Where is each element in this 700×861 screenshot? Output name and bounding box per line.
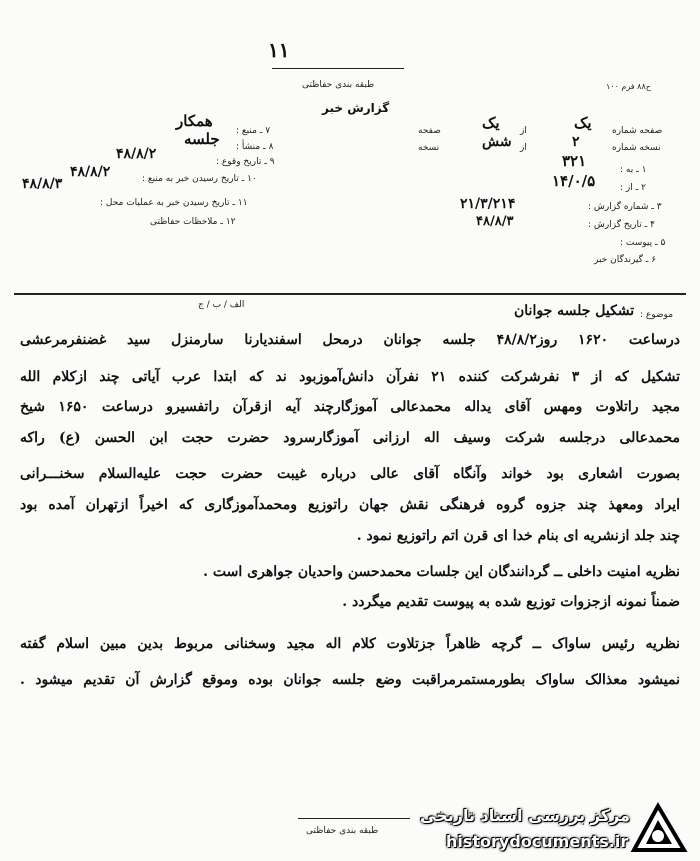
date-occur-value: ۴۸/۸/۲ bbox=[116, 146, 157, 162]
body-line: ضمناً نمونه ازجزوات توزیع شده به پیوست تقدیم میگردد . bbox=[342, 594, 680, 610]
body-line: نظریه امنیت داخلی ــ گردانندگان این جلسات محمدحسن واحدیان جواهری است . bbox=[203, 564, 680, 580]
page-of-label: از bbox=[520, 126, 527, 136]
header-divider bbox=[14, 293, 686, 295]
source-value: همکار bbox=[176, 112, 213, 130]
classification-top: طبقه بندی حفاظتی bbox=[302, 80, 375, 90]
body-line: مجید راتلاوت ومهس آقای یداله محمدعالی آموزگارچند آیه ازقرآن راتفسیرو درساعت ۱۶۵۰ شیخ bbox=[20, 399, 681, 415]
date-ops-label: ۱۱ ـ تاریخ رسیدن خبر به عملیات محل : bbox=[100, 198, 248, 208]
page-label: صفحه شماره bbox=[612, 126, 663, 136]
top-rule bbox=[272, 68, 404, 69]
page-unit: صفحه bbox=[418, 126, 441, 136]
body-line: محمدعالی درجلسه شرکت وسیف اله ارزانی آموزگارسرود حضرت حجت ابن الحسن (ع) راکه bbox=[20, 430, 680, 446]
origin-label: ۸ ـ منشأ : bbox=[236, 142, 274, 152]
date-receive-value: ۴۸/۸/۲ bbox=[70, 164, 111, 180]
recipients-label: ۶ ـ گیرندگان خبر bbox=[594, 255, 657, 265]
watermark-url: historydocuments.ir bbox=[446, 832, 629, 851]
subject-label: موضوع : bbox=[640, 310, 674, 320]
report-date-label: ۴ ـ تاریخ گزارش : bbox=[588, 220, 655, 230]
body-line: تشکیل که از ۳ نفرشرکت کننده ۲۱ نفرآن دانش‌آموزبود ند که ابتدا عرب آیاتی چند ازکلام الله bbox=[20, 369, 680, 385]
bottom-rule bbox=[298, 818, 410, 819]
copy-label: نسخه شماره bbox=[612, 143, 661, 153]
body-line: نظریه رئیس ساواک ــ گرچه ظاهراً جزتلاوت کلام اله مجید وسخنانی مربوط بدین مبین اسلام گفته bbox=[20, 636, 680, 652]
classification-bottom: طبقه بندی حفاظتی bbox=[306, 826, 379, 836]
attachment-label: ۵ ـ پیوست : bbox=[620, 238, 666, 248]
from-value: ۱۴/۰/۵ bbox=[552, 172, 596, 190]
source-label: ۷ ـ منبع : bbox=[236, 126, 271, 136]
copy-unit: نسخه bbox=[418, 143, 440, 153]
body-line: بصورت اشعاری بود خواند وآنگاه آقای عالی درباره غیبت حضرت حجت علیه‌السلام سخنـــرانی bbox=[20, 466, 680, 482]
body-line: نمیشود معذالک ساواک بطورمستمرمراقبت وضع جلسه جوانان بوده وموقع گزارش آن تقدیم میشود . bbox=[20, 672, 680, 688]
page-value: یک bbox=[574, 114, 592, 132]
report-date-value: ۴۸/۸/۳ bbox=[476, 214, 514, 229]
origin-value: جلسه bbox=[184, 130, 220, 148]
report-no-label: ۳ ـ شماره گزارش : bbox=[588, 202, 662, 212]
copy-of-value: شش bbox=[482, 134, 512, 150]
page-of-value: یک bbox=[482, 114, 500, 132]
body-line: چند جلد ازنشریه ای بنام خدا ای قرن اتم راتوزیع نمود . bbox=[356, 528, 680, 544]
date-occur-label: ۹ ـ تاریخ وقوع : bbox=[216, 157, 275, 167]
classification-class: الف / ب / ج bbox=[198, 300, 245, 310]
body-line: ایراد ومعهذ چند جزوه گروه فرهنگی نقش جهان راتوزیع ومحمدآموزگاری که اخیراً ازتهران آمده بود bbox=[20, 497, 680, 513]
notes-label: ۱۲ ـ ملاحظات حفاظتی bbox=[150, 217, 236, 227]
handwritten-mark: ۱۱ bbox=[268, 38, 290, 62]
copy-of-label: از bbox=[520, 143, 527, 153]
archive-logo-icon bbox=[628, 800, 690, 856]
date-receive-label: ۱۰ ـ تاریخ رسیدن خبر به منبع : bbox=[142, 174, 257, 184]
to-value: ۳۲۱ bbox=[562, 152, 587, 170]
subject-value: تشکیل جلسه جوانان bbox=[514, 303, 635, 319]
from-label: ۲ ـ از : bbox=[620, 183, 646, 193]
copy-value: ۲ bbox=[572, 134, 580, 150]
report-no-value: ۲۱/۳/۲۱۴ bbox=[460, 196, 516, 212]
form-code: ح۸۸ فرم ۱۰۰ bbox=[606, 82, 651, 91]
report-title: گزارش خبر bbox=[322, 101, 390, 115]
watermark-title: مرکز بررسی اسناد تاریخی bbox=[420, 806, 630, 825]
to-label: ۱ ـ به : bbox=[620, 165, 647, 175]
body-line: درساعت ۱۶۲۰ روز۴۸/۸/۲ جلسه جوانان درمحل اسفندیارنا سارمنزل سید غضنفرمرعشی bbox=[20, 332, 681, 348]
date-ops-value: ۴۸/۸/۳ bbox=[22, 176, 63, 192]
